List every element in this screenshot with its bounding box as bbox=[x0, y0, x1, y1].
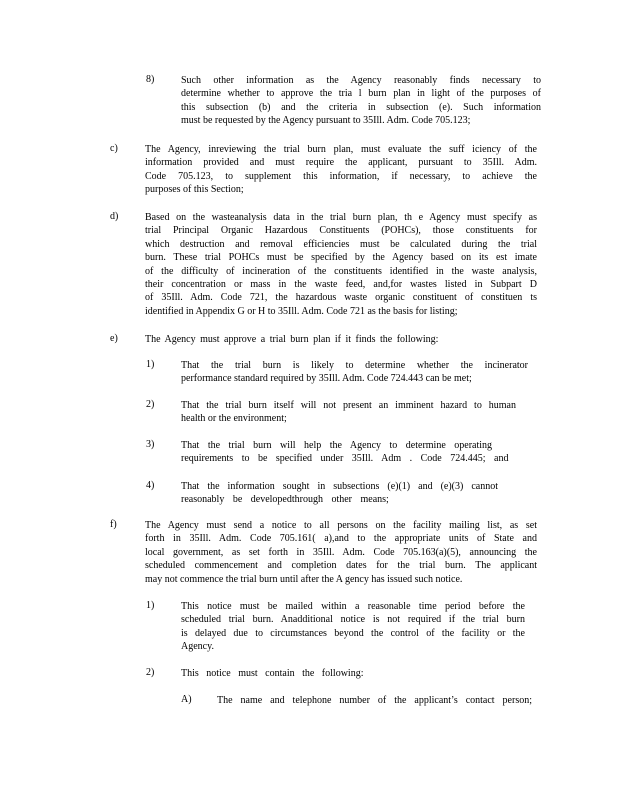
section-f-item-1-label: 1) bbox=[146, 600, 155, 611]
section-e-item-1-text: That the trial burn is likely to determine whether the incinerator performance standard required by 35Ill. Adm. Code 724.443 can be met; bbox=[181, 360, 528, 385]
section-f-item-1-text: This notice must be mailed within a reasonable time period before the scheduled trial burn. Anadditional notice is not required if the trial burn is delayed due to circumstances beyond the control of the facility or the Agency. bbox=[181, 601, 525, 653]
section-e-item-2-label: 2) bbox=[146, 399, 155, 410]
section-d-text: Based on the wasteanalysis data in the trial burn plan, th e Agency must specify as trial Principal Organic Hazardous Constituents (POHCs), those constituents for which destruction and removal efficiencies must be calculated during the trial burn. These trial POHCs must be specified by the Agency based on its est imate of the difficulty of incineration of the constituents identified in the waste analysis, their concentration or mass in the waste feed, and,for wastes listed in Subpart D of 35Ill. Adm. Code 721, the hazardous waste organic constituent of constituen ts identified in Appendix G or H to 35Ill. Adm. Code 721 as the basis for listing; bbox=[145, 212, 537, 317]
section-c-label: c) bbox=[110, 143, 118, 154]
section-f-subitem-a-label: A) bbox=[181, 694, 192, 705]
section-c-text: The Agency, inreviewing the trial burn plan, must evaluate the suff iciency of the information provided and must require the applicant, pursuant to 35Ill. Adm. Code 705.123, to supplement this information, if necessary, to achieve the purposes of this Section; bbox=[145, 144, 537, 196]
section-f-item-2-text: This notice must contain the following: bbox=[181, 668, 364, 679]
section-f-label: f) bbox=[110, 519, 117, 530]
item-8-text: Such other information as the Agency reasonably finds necessary to determine whether to approve the tria l burn plan in light of the purposes of this subsection (b) and the criteria in subsection (e). Such information must be requested by the Agency pursuant to 35Ill. Adm. Code 705.123; bbox=[181, 75, 541, 127]
section-e-item-4-label: 4) bbox=[146, 480, 155, 491]
section-e-item-1-label: 1) bbox=[146, 359, 155, 370]
section-d-label: d) bbox=[110, 211, 119, 222]
section-e-label: e) bbox=[110, 333, 118, 344]
item-8-label: 8) bbox=[146, 74, 155, 85]
section-f-item-2-label: 2) bbox=[146, 667, 155, 678]
section-e-intro: The Agency must approve a trial burn plan if it finds the following: bbox=[145, 334, 439, 345]
section-e-item-3-text: That the trial burn will help the Agency to determine operating requirements to be specified under 35Ill. Adm . Code 724.445; and bbox=[181, 440, 509, 465]
section-e-item-4-text: That the information sought in subsections (e)(1) and (e)(3) cannot reasonably be developedthrough other means; bbox=[181, 481, 498, 506]
section-e-item-2-text: That the trial burn itself will not present an imminent hazard to human health or the environment; bbox=[181, 400, 516, 425]
section-f-text: The Agency must send a notice to all persons on the facility mailing list, as set forth in 35Ill. Adm. Code 705.161( a),and to the appropriate units of State and local government, as set forth in 35Ill. Adm. Code 705.163(a)(5), announcing the scheduled commencement and completion dates for the trial burn. The applicant may not commence the trial burn until after the A gency has issued such notice. bbox=[145, 520, 537, 585]
section-e-item-3-label: 3) bbox=[146, 439, 155, 450]
section-f-subitem-a-text: The name and telephone number of the applicant’s contact person; bbox=[217, 695, 532, 706]
